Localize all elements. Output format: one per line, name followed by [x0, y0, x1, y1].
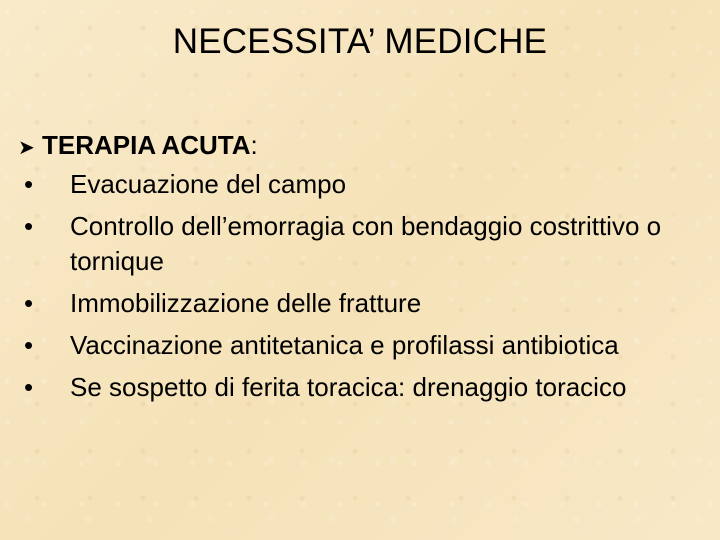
list-item: [18, 209, 708, 279]
list-item: [18, 286, 708, 321]
list-item-text: Vaccinazione antitetanica e profilassi antibiotica: [70, 330, 619, 360]
list-item-text: Se sospetto di ferita toracica: drenaggio toracico: [70, 372, 627, 402]
bullet-dot-icon: •: [24, 169, 34, 199]
list-item-text: Immobilizzazione delle fratture: [70, 288, 422, 318]
bullet-list: [18, 167, 708, 405]
bullet-dot-icon: •: [24, 288, 34, 318]
bullet-dot-icon: •: [24, 330, 34, 360]
bullet-dot-icon: •: [24, 372, 34, 402]
arrow-bullet-icon: ➤: [18, 137, 35, 159]
slide-content: [18, 127, 708, 412]
list-item: [18, 167, 708, 202]
list-item-text: Evacuazione del campo: [70, 169, 347, 199]
section-heading: [18, 127, 708, 167]
section-heading-suffix: :: [250, 130, 258, 160]
bullet-dot-icon: •: [24, 211, 34, 241]
slide-title: NECESSITA’ MEDICHE: [172, 22, 548, 61]
list-item: [18, 370, 708, 405]
list-item-text: Controllo dell’emorragia con bendaggio costrittivo o tornique: [70, 211, 662, 276]
list-item: [18, 328, 708, 363]
section-heading-label: TERAPIA ACUTA: [42, 130, 251, 160]
